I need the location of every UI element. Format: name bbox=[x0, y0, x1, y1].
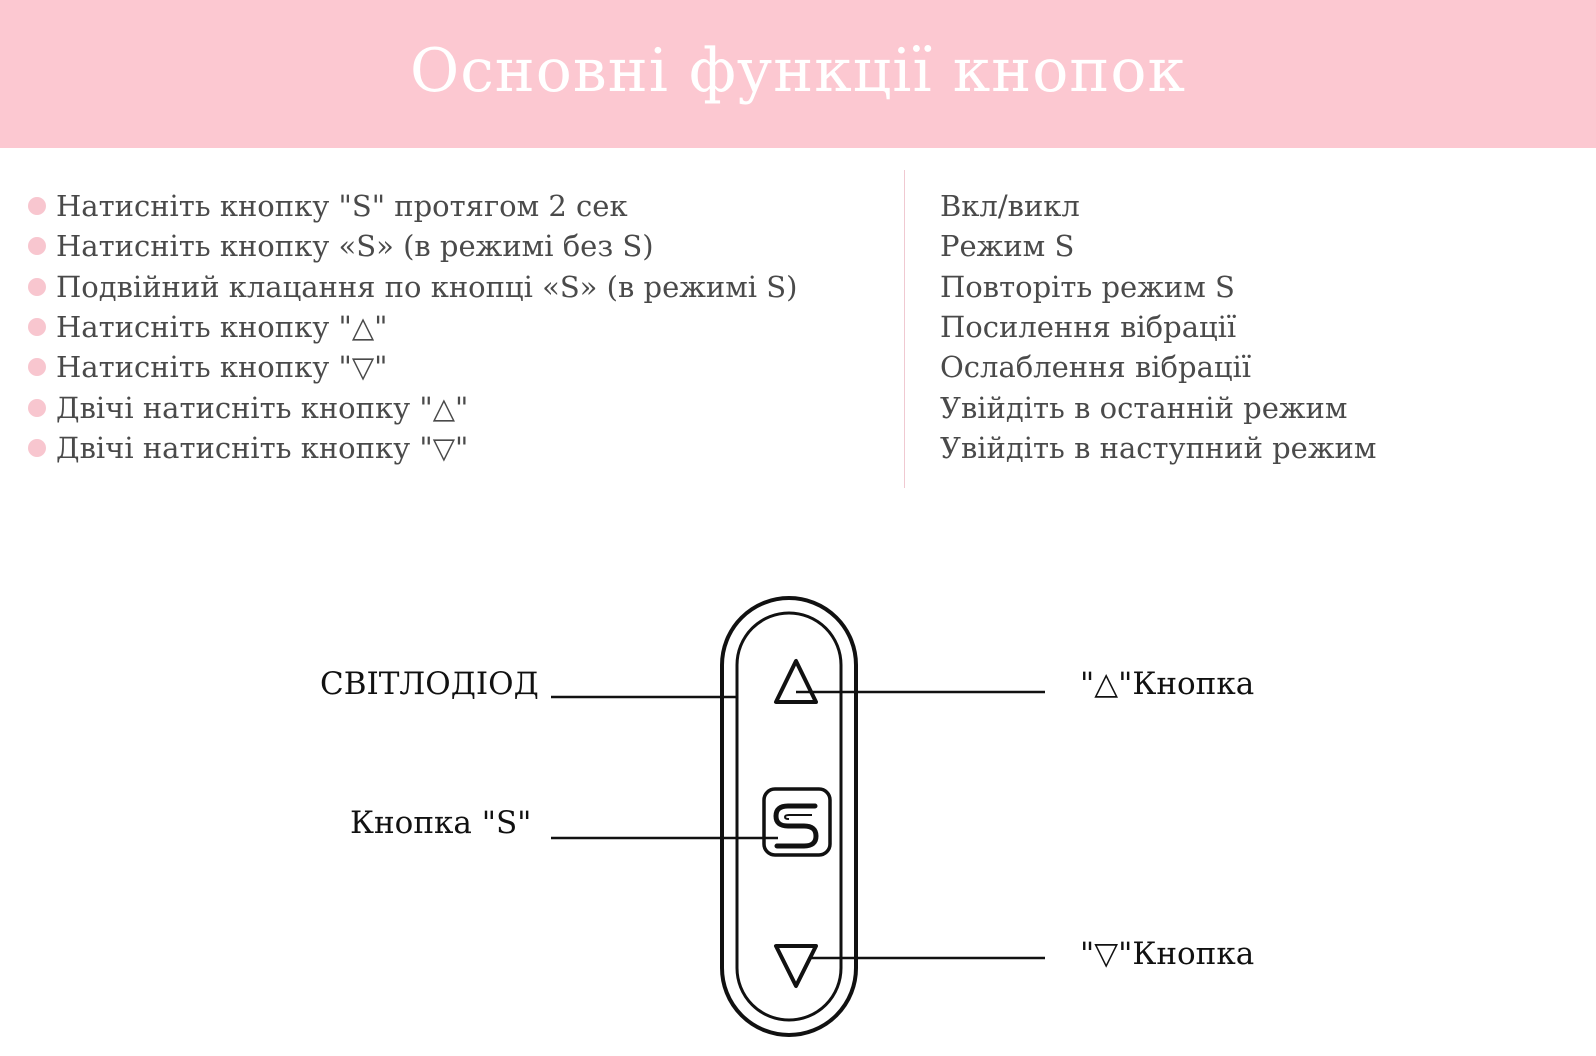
action-text: Натисніть кнопку "S" протягом 2 сек bbox=[56, 189, 628, 224]
up-triangle-icon bbox=[776, 661, 816, 702]
action-text: Подвійний клацання по кнопці «S» (в режимі S) bbox=[56, 269, 798, 304]
led-label: СВІТЛОДІОД bbox=[320, 666, 539, 702]
result-item: Посилення вібрації bbox=[940, 310, 1237, 345]
up-button-label: "△"Кнопка bbox=[1080, 666, 1255, 702]
s-logo-inner-icon bbox=[785, 815, 812, 819]
result-item: Ослаблення вібрації bbox=[940, 350, 1252, 385]
down-triangle-icon bbox=[776, 946, 816, 986]
result-item: Режим S bbox=[940, 229, 1075, 264]
action-text: Натисніть кнопку "△" bbox=[56, 310, 388, 345]
down-button-label: "▽"Кнопка bbox=[1080, 936, 1255, 972]
action-text: Натисніть кнопку «S» (в режимі без S) bbox=[56, 229, 654, 264]
action-text: Двічі натисніть кнопку "▽" bbox=[56, 430, 469, 465]
result-item: Увійдіть в останній режим bbox=[940, 390, 1348, 425]
s-logo-icon bbox=[776, 806, 816, 846]
action-text: Натисніть кнопку "▽" bbox=[56, 350, 388, 385]
action-text: Двічі натисніть кнопку "△" bbox=[56, 390, 469, 425]
result-item: Увійдіть в наступний режим bbox=[940, 430, 1377, 465]
s-button-label: Кнопка "S" bbox=[350, 805, 532, 841]
page-title: Основні функції кнопок bbox=[410, 36, 1186, 106]
result-item: Повторіть режим S bbox=[940, 269, 1235, 304]
result-item: Вкл/викл bbox=[940, 189, 1080, 224]
